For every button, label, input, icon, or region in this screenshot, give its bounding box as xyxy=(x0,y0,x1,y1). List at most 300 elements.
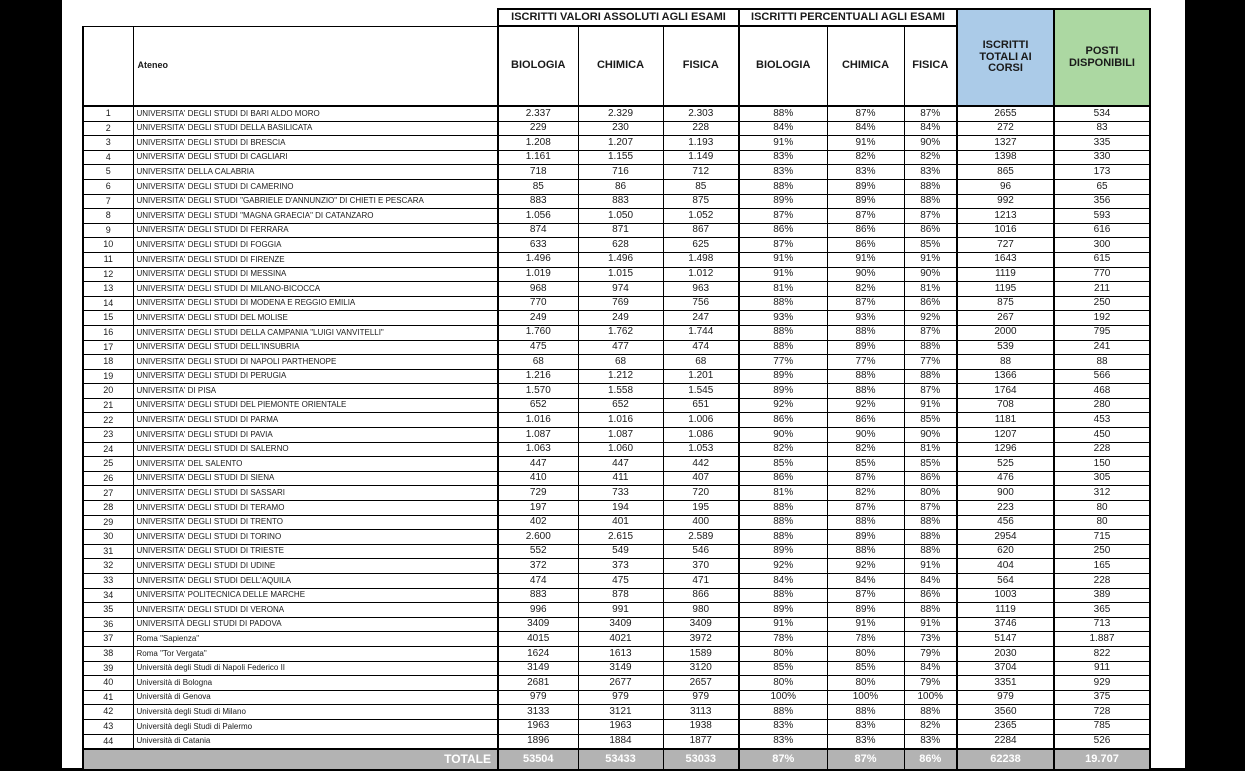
chimica-pct-cell: 89% xyxy=(827,603,904,618)
biologia-abs-cell: 3133 xyxy=(498,705,578,720)
ateneo-cell: UNIVERSITA' DEGLI STUDI "GABRIELE D'ANNUNZIO" DI CHIETI E PESCARA xyxy=(133,194,498,209)
table-row xyxy=(83,355,1150,370)
table-row xyxy=(83,194,1150,209)
fisica-abs-cell: 866 xyxy=(663,588,739,603)
biologia-abs-cell: 883 xyxy=(498,588,578,603)
fisica-pct-cell: 92% xyxy=(904,311,957,326)
biologia-abs-cell: 652 xyxy=(498,398,578,413)
chimica-abs-cell: 373 xyxy=(578,559,663,574)
chimica-abs-cell: 883 xyxy=(578,194,663,209)
table-row xyxy=(83,223,1150,238)
fisica-abs-cell: 2.589 xyxy=(663,530,739,545)
chimica-pct-cell: 84% xyxy=(827,574,904,589)
fisica-pct-cell: 88% xyxy=(904,369,957,384)
posti-disponibili-cell: 534 xyxy=(1054,106,1150,121)
group-header-row xyxy=(83,9,1150,26)
ateneo-cell: Università di Genova xyxy=(133,690,498,705)
biologia-abs-cell: 3149 xyxy=(498,661,578,676)
table-row xyxy=(83,398,1150,413)
posti-disponibili-cell: 785 xyxy=(1054,719,1150,734)
iscritti-totali-cell: 1195 xyxy=(957,282,1054,297)
table-row xyxy=(83,530,1150,545)
table-row xyxy=(83,267,1150,282)
iscritti-totali-cell: 3746 xyxy=(957,617,1054,632)
iscritti-totali-cell: 727 xyxy=(957,238,1054,253)
chimica-abs-cell: 3409 xyxy=(578,617,663,632)
posti-disponibili-cell: 453 xyxy=(1054,413,1150,428)
fisica-abs-cell: 247 xyxy=(663,311,739,326)
ateneo-cell: UNIVERSITA' DEGLI STUDI DI TERAMO xyxy=(133,501,498,516)
table-row xyxy=(83,179,1150,194)
header-spacer xyxy=(83,9,498,26)
iscritti-totali-cell: 1398 xyxy=(957,150,1054,165)
chimica-pct-cell: 78% xyxy=(827,632,904,647)
row-number-cell: 17 xyxy=(83,340,133,355)
fisica-abs-cell: 474 xyxy=(663,340,739,355)
fisica-pct-cell: 87% xyxy=(904,501,957,516)
chimica-pct-cell: 86% xyxy=(827,238,904,253)
row-number-cell: 27 xyxy=(83,486,133,501)
ateneo-cell: Roma "Tor Vergata" xyxy=(133,646,498,661)
chimica-abs-cell: 2.329 xyxy=(578,106,663,121)
biologia-abs-cell: 249 xyxy=(498,311,578,326)
row-number-cell: 1 xyxy=(83,106,133,121)
posti-disponibili-cell: 280 xyxy=(1054,398,1150,413)
fisica-pct-cell: 88% xyxy=(904,194,957,209)
biologia-pct-cell: 89% xyxy=(739,369,827,384)
fisica-abs-cell: 980 xyxy=(663,603,739,618)
fisica-pct-cell: 85% xyxy=(904,238,957,253)
fisica-abs-cell: 979 xyxy=(663,690,739,705)
biologia-abs-cell: 229 xyxy=(498,121,578,136)
iscritti-totali-cell: 1181 xyxy=(957,413,1054,428)
biologia-pct-cell: 88% xyxy=(739,530,827,545)
iscritti-totali-cell: 1207 xyxy=(957,428,1054,443)
iscritti-totali-cell: 272 xyxy=(957,121,1054,136)
biologia-abs-cell: 1.216 xyxy=(498,369,578,384)
row-number-cell: 37 xyxy=(83,632,133,647)
biologia-pct-cell: 92% xyxy=(739,559,827,574)
fisica-abs-cell: 1.052 xyxy=(663,209,739,224)
ateneo-cell: UNIVERSITA' DEGLI STUDI DEL PIEMONTE ORIENTALE xyxy=(133,398,498,413)
table-row xyxy=(83,661,1150,676)
biologia-abs-cell: 770 xyxy=(498,296,578,311)
posti-disponibili-cell: 728 xyxy=(1054,705,1150,720)
ateneo-cell: UNIVERSITA' DEGLI STUDI DI SIENA xyxy=(133,471,498,486)
posti-disponibili-cell: 566 xyxy=(1054,369,1150,384)
iscritti-totali-cell: 620 xyxy=(957,544,1054,559)
fisica-abs-cell: 1.744 xyxy=(663,325,739,340)
row-number-cell: 3 xyxy=(83,136,133,151)
ateneo-cell: UNIVERSITA' DEL SALENTO xyxy=(133,457,498,472)
fisica-abs-cell: 1.053 xyxy=(663,442,739,457)
biologia-abs-cell: 475 xyxy=(498,340,578,355)
row-number-cell: 44 xyxy=(83,734,133,749)
fisica-pct-cell: 90% xyxy=(904,267,957,282)
row-number-cell: 14 xyxy=(83,296,133,311)
chimica-pct-cell: 87% xyxy=(827,209,904,224)
fisica-abs-cell: 68 xyxy=(663,355,739,370)
biologia-abs-cell: 1963 xyxy=(498,719,578,734)
biologia-abs-cell: 1.161 xyxy=(498,150,578,165)
chimica-abs-cell: 249 xyxy=(578,311,663,326)
posti-disponibili-cell: 312 xyxy=(1054,486,1150,501)
fisica-pct-cell: 90% xyxy=(904,136,957,151)
chimica-abs-cell: 477 xyxy=(578,340,663,355)
biologia-pct-cell: 83% xyxy=(739,734,827,749)
iscritti-totali-cell: 708 xyxy=(957,398,1054,413)
fisica-pct-cell: 91% xyxy=(904,252,957,267)
biologia-pct-cell: 88% xyxy=(739,179,827,194)
chimica-pct-cell: 80% xyxy=(827,676,904,691)
total-label: TOTALE xyxy=(83,749,498,770)
chimica-abs-cell: 979 xyxy=(578,690,663,705)
posti-disponibili-cell: 250 xyxy=(1054,544,1150,559)
table-row xyxy=(83,252,1150,267)
table-row xyxy=(83,559,1150,574)
chimica-abs-cell: 86 xyxy=(578,179,663,194)
posti-disponibili-cell: 305 xyxy=(1054,471,1150,486)
fisica-pct-cell: 86% xyxy=(904,296,957,311)
row-number-cell: 42 xyxy=(83,705,133,720)
fisica-pct-cell: 87% xyxy=(904,384,957,399)
iscritti-totali-cell: 1764 xyxy=(957,384,1054,399)
biologia-pct-cell: 88% xyxy=(739,705,827,720)
ateneo-cell: UNIVERSITA' DEGLI STUDI DI UDINE xyxy=(133,559,498,574)
biologia-abs-cell: 85 xyxy=(498,179,578,194)
chimica-abs-cell: 2.615 xyxy=(578,530,663,545)
chimica-pct-cell: 90% xyxy=(827,267,904,282)
biologia-pct-cell: 83% xyxy=(739,150,827,165)
iscritti-totali-cell: 2030 xyxy=(957,646,1054,661)
table-row xyxy=(83,136,1150,151)
table-header xyxy=(83,9,1150,106)
biologia-abs-cell: 68 xyxy=(498,355,578,370)
table-row xyxy=(83,457,1150,472)
fisica-pct-cell: 80% xyxy=(904,486,957,501)
posti-disponibili-cell: 715 xyxy=(1054,530,1150,545)
fisica-pct-cell: 87% xyxy=(904,106,957,121)
biologia-pct-cell: 85% xyxy=(739,661,827,676)
col-header-posti-disponibili: POSTI DISPONIBILI xyxy=(1054,9,1150,106)
posti-disponibili-cell: 241 xyxy=(1054,340,1150,355)
biologia-abs-cell: 2.600 xyxy=(498,530,578,545)
posti-disponibili-cell: 795 xyxy=(1054,325,1150,340)
chimica-pct-cell: 91% xyxy=(827,136,904,151)
chimica-abs-cell: 549 xyxy=(578,544,663,559)
chimica-pct-cell: 92% xyxy=(827,398,904,413)
chimica-pct-cell: 87% xyxy=(827,296,904,311)
ateneo-cell: UNIVERSITA' DEGLI STUDI DELLA BASILICATA xyxy=(133,121,498,136)
table-row xyxy=(83,501,1150,516)
table-row xyxy=(83,471,1150,486)
col-header-chimica-abs: CHIMICA xyxy=(578,26,663,106)
chimica-pct-cell: 93% xyxy=(827,311,904,326)
biologia-abs-cell: 968 xyxy=(498,282,578,297)
ateneo-cell: UNIVERSITA' DEGLI STUDI DEL MOLISE xyxy=(133,311,498,326)
total-iscritti-totali: 62238 xyxy=(957,749,1054,770)
chimica-pct-cell: 89% xyxy=(827,194,904,209)
chimica-pct-cell: 85% xyxy=(827,457,904,472)
fisica-abs-cell: 1.545 xyxy=(663,384,739,399)
row-number-cell: 9 xyxy=(83,223,133,238)
fisica-abs-cell: 867 xyxy=(663,223,739,238)
posti-disponibili-cell: 173 xyxy=(1054,165,1150,180)
chimica-abs-cell: 769 xyxy=(578,296,663,311)
posti-disponibili-cell: 356 xyxy=(1054,194,1150,209)
biologia-abs-cell: 729 xyxy=(498,486,578,501)
biologia-abs-cell: 1.570 xyxy=(498,384,578,399)
biologia-pct-cell: 80% xyxy=(739,676,827,691)
ateneo-cell: UNIVERSITA' DEGLI STUDI "MAGNA GRAECIA" DI CATANZARO xyxy=(133,209,498,224)
chimica-abs-cell: 733 xyxy=(578,486,663,501)
posti-disponibili-cell: 526 xyxy=(1054,734,1150,749)
row-number-cell: 38 xyxy=(83,646,133,661)
fisica-abs-cell: 1938 xyxy=(663,719,739,734)
fisica-pct-cell: 82% xyxy=(904,150,957,165)
table-row xyxy=(83,574,1150,589)
biologia-pct-cell: 81% xyxy=(739,282,827,297)
col-header-biologia-abs: BIOLOGIA xyxy=(498,26,578,106)
chimica-abs-cell: 1.496 xyxy=(578,252,663,267)
iscritti-totali-cell: 992 xyxy=(957,194,1054,209)
posti-disponibili-cell: 770 xyxy=(1054,267,1150,282)
total-biologia-abs: 53504 xyxy=(498,749,578,770)
table-row xyxy=(83,369,1150,384)
row-number-cell: 24 xyxy=(83,442,133,457)
chimica-pct-cell: 91% xyxy=(827,252,904,267)
iscritti-totali-cell: 476 xyxy=(957,471,1054,486)
posti-disponibili-cell: 450 xyxy=(1054,428,1150,443)
table-row xyxy=(83,413,1150,428)
table-row xyxy=(83,150,1150,165)
biologia-abs-cell: 474 xyxy=(498,574,578,589)
table-row xyxy=(83,486,1150,501)
row-number-cell: 35 xyxy=(83,603,133,618)
biologia-abs-cell: 2.337 xyxy=(498,106,578,121)
chimica-pct-cell: 85% xyxy=(827,661,904,676)
chimica-pct-cell: 87% xyxy=(827,106,904,121)
chimica-abs-cell: 1.155 xyxy=(578,150,663,165)
posti-disponibili-cell: 165 xyxy=(1054,559,1150,574)
chimica-abs-cell: 3149 xyxy=(578,661,663,676)
fisica-pct-cell: 88% xyxy=(904,705,957,720)
posti-disponibili-cell: 80 xyxy=(1054,501,1150,516)
total-fisica-pct: 86% xyxy=(904,749,957,770)
chimica-pct-cell: 80% xyxy=(827,646,904,661)
chimica-pct-cell: 92% xyxy=(827,559,904,574)
ateneo-cell: Università degli Studi di Napoli Federico II xyxy=(133,661,498,676)
chimica-pct-cell: 88% xyxy=(827,384,904,399)
iscritti-totali-cell: 875 xyxy=(957,296,1054,311)
table-row xyxy=(83,676,1150,691)
ateneo-cell: UNIVERSITA' DEGLI STUDI DI PERUGIA xyxy=(133,369,498,384)
chimica-pct-cell: 82% xyxy=(827,282,904,297)
fisica-abs-cell: 1.498 xyxy=(663,252,739,267)
iscritti-totali-cell: 564 xyxy=(957,574,1054,589)
biologia-abs-cell: 552 xyxy=(498,544,578,559)
iscritti-totali-cell: 525 xyxy=(957,457,1054,472)
ateneo-cell: UNIVERSITA' DEGLI STUDI DI CAMERINO xyxy=(133,179,498,194)
chimica-abs-cell: 401 xyxy=(578,515,663,530)
biologia-abs-cell: 1.056 xyxy=(498,209,578,224)
chimica-abs-cell: 871 xyxy=(578,223,663,238)
chimica-pct-cell: 83% xyxy=(827,734,904,749)
posti-disponibili-cell: 150 xyxy=(1054,457,1150,472)
fisica-pct-cell: 86% xyxy=(904,588,957,603)
biologia-abs-cell: 883 xyxy=(498,194,578,209)
row-number-cell: 4 xyxy=(83,150,133,165)
table-row xyxy=(83,588,1150,603)
posti-disponibili-cell: 83 xyxy=(1054,121,1150,136)
ateneo-cell: UNIVERSITA' DEGLI STUDI DELL'INSUBRIA xyxy=(133,340,498,355)
ateneo-cell: UNIVERSITA' DEGLI STUDI DI VERONA xyxy=(133,603,498,618)
iscritti-totali-cell: 3560 xyxy=(957,705,1054,720)
biologia-pct-cell: 91% xyxy=(739,617,827,632)
table-row xyxy=(83,428,1150,443)
fisica-pct-cell: 77% xyxy=(904,355,957,370)
table-row xyxy=(83,209,1150,224)
biologia-abs-cell: 633 xyxy=(498,238,578,253)
chimica-abs-cell: 1.207 xyxy=(578,136,663,151)
biologia-abs-cell: 718 xyxy=(498,165,578,180)
ateneo-cell: Università di Catania xyxy=(133,734,498,749)
biologia-abs-cell: 1.063 xyxy=(498,442,578,457)
posti-disponibili-cell: 300 xyxy=(1054,238,1150,253)
fisica-abs-cell: 3972 xyxy=(663,632,739,647)
biologia-pct-cell: 89% xyxy=(739,384,827,399)
table-row xyxy=(83,515,1150,530)
enrollment-table xyxy=(82,8,1151,771)
chimica-pct-cell: 83% xyxy=(827,165,904,180)
fisica-pct-cell: 91% xyxy=(904,617,957,632)
chimica-abs-cell: 1.016 xyxy=(578,413,663,428)
chimica-abs-cell: 878 xyxy=(578,588,663,603)
chimica-pct-cell: 88% xyxy=(827,325,904,340)
fisica-abs-cell: 407 xyxy=(663,471,739,486)
row-number-cell: 6 xyxy=(83,179,133,194)
fisica-abs-cell: 1.149 xyxy=(663,150,739,165)
biologia-abs-cell: 1.760 xyxy=(498,325,578,340)
fisica-abs-cell: 1.201 xyxy=(663,369,739,384)
table-body xyxy=(83,106,1150,749)
biologia-pct-cell: 89% xyxy=(739,603,827,618)
fisica-pct-cell: 87% xyxy=(904,325,957,340)
biologia-pct-cell: 91% xyxy=(739,252,827,267)
ateneo-cell: UNIVERSITA' DEGLI STUDI DI BARI ALDO MORO xyxy=(133,106,498,121)
biologia-abs-cell: 1.016 xyxy=(498,413,578,428)
ateneo-cell: UNIVERSITA' DI PISA xyxy=(133,384,498,399)
ateneo-cell: UNIVERSITA' DEGLI STUDI DI MESSINA xyxy=(133,267,498,282)
iscritti-totali-cell: 865 xyxy=(957,165,1054,180)
biologia-pct-cell: 83% xyxy=(739,719,827,734)
chimica-abs-cell: 411 xyxy=(578,471,663,486)
biologia-abs-cell: 979 xyxy=(498,690,578,705)
chimica-abs-cell: 1.212 xyxy=(578,369,663,384)
posti-disponibili-cell: 228 xyxy=(1054,442,1150,457)
iscritti-totali-cell: 2365 xyxy=(957,719,1054,734)
row-number-cell: 30 xyxy=(83,530,133,545)
chimica-pct-cell: 82% xyxy=(827,486,904,501)
chimica-abs-cell: 1.762 xyxy=(578,325,663,340)
table-row xyxy=(83,165,1150,180)
biologia-abs-cell: 1.496 xyxy=(498,252,578,267)
table-row xyxy=(83,296,1150,311)
row-number-cell: 19 xyxy=(83,369,133,384)
chimica-abs-cell: 68 xyxy=(578,355,663,370)
iscritti-totali-cell: 1296 xyxy=(957,442,1054,457)
biologia-abs-cell: 447 xyxy=(498,457,578,472)
iscritti-totali-cell: 404 xyxy=(957,559,1054,574)
row-number-cell: 23 xyxy=(83,428,133,443)
biologia-pct-cell: 82% xyxy=(739,442,827,457)
biologia-pct-cell: 88% xyxy=(739,588,827,603)
iscritti-totali-cell: 3351 xyxy=(957,676,1054,691)
row-number-cell: 16 xyxy=(83,325,133,340)
fisica-pct-cell: 84% xyxy=(904,574,957,589)
chimica-pct-cell: 86% xyxy=(827,413,904,428)
table-row xyxy=(83,705,1150,720)
fisica-pct-cell: 86% xyxy=(904,223,957,238)
posti-disponibili-cell: 365 xyxy=(1054,603,1150,618)
fisica-pct-cell: 84% xyxy=(904,121,957,136)
chimica-abs-cell: 1613 xyxy=(578,646,663,661)
total-biologia-pct: 87% xyxy=(739,749,827,770)
chimica-pct-cell: 84% xyxy=(827,121,904,136)
fisica-abs-cell: 963 xyxy=(663,282,739,297)
biologia-pct-cell: 93% xyxy=(739,311,827,326)
col-header-fisica-pct: FISICA xyxy=(904,26,957,106)
ateneo-cell: UNIVERSITA' POLITECNICA DELLE MARCHE xyxy=(133,588,498,603)
fisica-abs-cell: 546 xyxy=(663,544,739,559)
ateneo-cell: UNIVERSITA' DEGLI STUDI DELLA CAMPANIA "LUIGI VANVITELLI" xyxy=(133,325,498,340)
total-posti-disponibili: 19.707 xyxy=(1054,749,1150,770)
biologia-pct-cell: 81% xyxy=(739,486,827,501)
chimica-abs-cell: 628 xyxy=(578,238,663,253)
biologia-pct-cell: 80% xyxy=(739,646,827,661)
iscritti-totali-cell: 2000 xyxy=(957,325,1054,340)
fisica-abs-cell: 1.012 xyxy=(663,267,739,282)
ateneo-cell: Università di Bologna xyxy=(133,676,498,691)
fisica-pct-cell: 81% xyxy=(904,442,957,457)
iscritti-totali-cell: 1119 xyxy=(957,267,1054,282)
posti-disponibili-cell: 615 xyxy=(1054,252,1150,267)
row-number-cell: 20 xyxy=(83,384,133,399)
table-row xyxy=(83,646,1150,661)
biologia-pct-cell: 88% xyxy=(739,325,827,340)
biologia-pct-cell: 87% xyxy=(739,209,827,224)
table-row xyxy=(83,734,1150,749)
iscritti-totali-cell: 2655 xyxy=(957,106,1054,121)
fisica-abs-cell: 1.086 xyxy=(663,428,739,443)
chimica-abs-cell: 3121 xyxy=(578,705,663,720)
fisica-abs-cell: 370 xyxy=(663,559,739,574)
fisica-abs-cell: 651 xyxy=(663,398,739,413)
fisica-pct-cell: 86% xyxy=(904,471,957,486)
biologia-pct-cell: 90% xyxy=(739,428,827,443)
col-header-ateneo: Ateneo xyxy=(133,26,498,106)
iscritti-totali-cell: 1016 xyxy=(957,223,1054,238)
ateneo-cell: UNIVERSITA' DEGLI STUDI DI CAGLIARI xyxy=(133,150,498,165)
row-number-cell: 33 xyxy=(83,574,133,589)
ateneo-cell: UNIVERSITA' DEGLI STUDI DI FERRARA xyxy=(133,223,498,238)
table-row xyxy=(83,121,1150,136)
iscritti-totali-cell: 88 xyxy=(957,355,1054,370)
row-number-cell: 28 xyxy=(83,501,133,516)
row-number-cell: 7 xyxy=(83,194,133,209)
chimica-pct-cell: 87% xyxy=(827,501,904,516)
chimica-abs-cell: 652 xyxy=(578,398,663,413)
